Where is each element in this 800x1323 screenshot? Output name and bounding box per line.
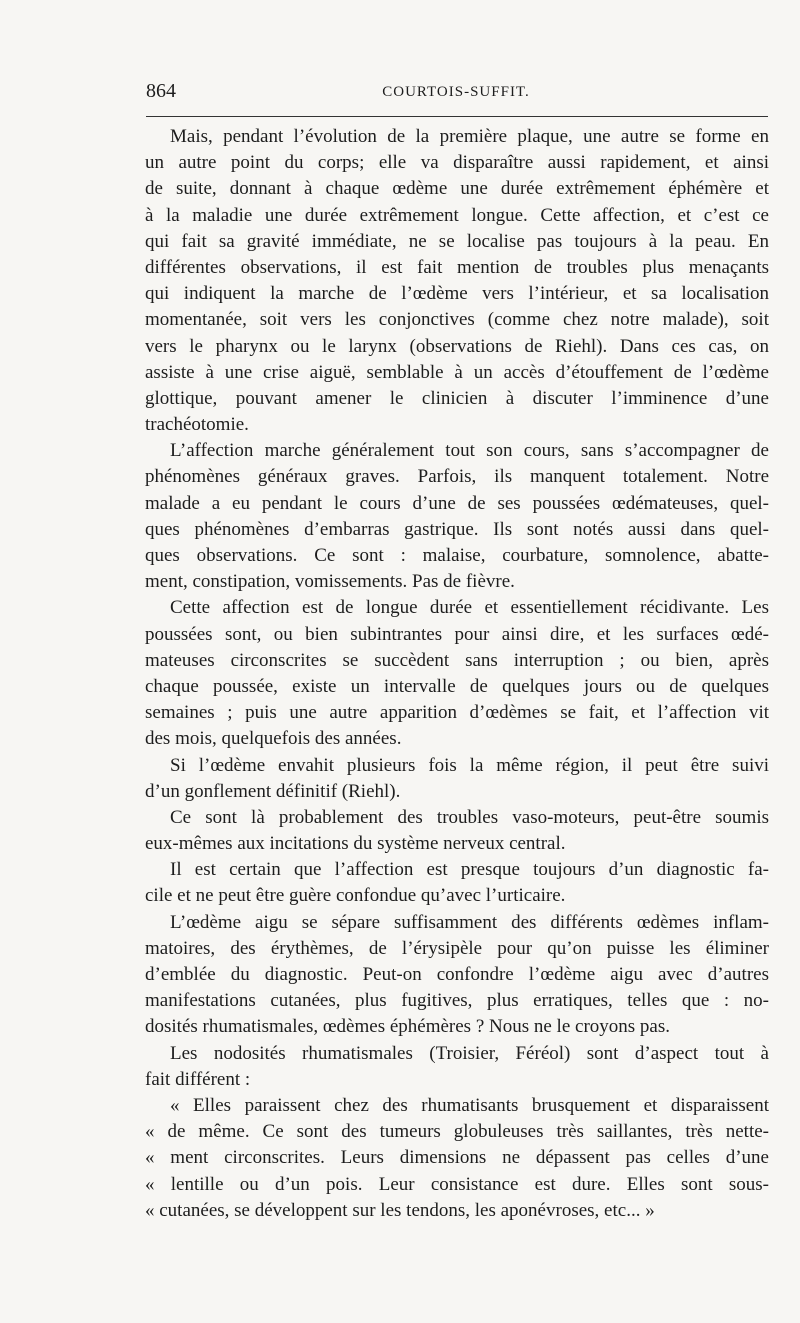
text-line: Cette affection est de longue durée et essentiellement récidivante. Les bbox=[170, 597, 769, 619]
text-line: Les nodosités rhumatismales (Troisier, Féréol) sont d’aspect tout à bbox=[170, 1042, 769, 1064]
text-line: poussées sont, ou bien subintrantes pour ainsi dire, et les surfaces œdé- bbox=[145, 623, 769, 645]
text-line: phénomènes généraux graves. Parfois, ils manquent totalement. Notre bbox=[145, 466, 769, 488]
text-line: Si l’œdème envahit plusieurs fois la même région, il peut être suivi bbox=[170, 754, 769, 776]
running-title: COURTOIS-SUFFIT. bbox=[382, 84, 530, 100]
text-line: Il est certain que l’affection est presque toujours d’un diagnostic fa- bbox=[170, 859, 769, 881]
text-line: ques observations. Ce sont : malaise, courbature, somnolence, abatte- bbox=[145, 545, 769, 566]
text-line: fait différent : bbox=[145, 1068, 251, 1090]
text-line: de suite, donnant à chaque œdème une durée extrêmement éphémère et bbox=[145, 178, 769, 200]
text-line: L’affection marche généralement tout son cours, sans s’accompagner de bbox=[170, 440, 769, 462]
text-line: chaque poussée, existe un intervalle de quelques jours ou de quelques bbox=[145, 675, 769, 697]
text-line: d’un gonflement définitif (Riehl). bbox=[145, 780, 401, 802]
text-line: eux-mêmes aux incitations du système nerveux central. bbox=[145, 833, 566, 855]
page-header bbox=[146, 80, 766, 104]
text-line: qui fait sa gravité immédiate, ne se localise pas toujours à la peau. En bbox=[145, 230, 769, 252]
body-text bbox=[145, 124, 769, 1224]
text-line: qui indiquent la marche de l’œdème vers l’intérieur, et sa localisation bbox=[145, 283, 769, 305]
text-line: d’emblée du diagnostic. Peut-on confondre l’œdème aigu avec d’autres bbox=[145, 964, 769, 985]
text-line: « ment circonscrites. Leurs dimensions ne dépassent pas celles d’une bbox=[145, 1147, 769, 1169]
text-line: « de même. Ce sont des tumeurs globuleuses très saillantes, très nette- bbox=[145, 1121, 769, 1143]
text-line: ques phénomènes d’embarras gastrique. Ils sont notés aussi dans quel- bbox=[145, 518, 769, 540]
text-line: vers le pharynx ou le larynx (observations de Riehl). Dans ces cas, on bbox=[145, 335, 769, 357]
text-line: Mais, pendant l’évolution de la première plaque, une autre se forme en bbox=[170, 126, 769, 147]
text-line: « Elles paraissent chez des rhumatisants brusquement et disparaissent bbox=[170, 1094, 769, 1116]
header-rule bbox=[146, 116, 768, 117]
text-line: assiste à une crise aiguë, semblable à un accès d’étouffement de l’œdème bbox=[145, 361, 769, 383]
text-line: dosités rhumatismales, œdèmes éphémères ? Nous ne le croyons pas. bbox=[145, 1016, 671, 1038]
text-line: un autre point du corps; elle va disparaître aussi rapidement, et ainsi bbox=[145, 152, 769, 174]
text-line: glottique, pouvant amener le clinicien à discuter l’imminence d’une bbox=[145, 387, 769, 409]
text-line: à la maladie une durée extrêmement longue. Cette affection, et c’est ce bbox=[145, 204, 769, 226]
text-line: « lentille ou d’un pois. Leur consistance est dure. Elles sont sous- bbox=[145, 1173, 769, 1195]
text-line: trachéotomie. bbox=[145, 414, 249, 436]
text-line: cile et ne peut être guère confondue qu’avec l’urticaire. bbox=[145, 885, 566, 907]
page-number: 864 bbox=[146, 80, 176, 102]
text-line: malade a eu pendant le cours d’une de ses poussées œdémateuses, quel- bbox=[145, 492, 769, 514]
text-line: des mois, quelquefois des années. bbox=[145, 728, 402, 750]
text-line: ment, constipation, vomissements. Pas de fièvre. bbox=[145, 571, 515, 593]
text-line: semaines ; puis une autre apparition d’œdèmes se fait, et l’affection vit bbox=[145, 702, 769, 724]
text-line: Ce sont là probablement des troubles vaso-moteurs, peut-être soumis bbox=[170, 806, 769, 828]
text-line: momentanée, soit vers les conjonctives (comme chez notre malade), soit bbox=[145, 309, 769, 331]
text-line: L’œdème aigu se sépare suffisamment des différents œdèmes inflam- bbox=[170, 911, 769, 933]
text-line: mateuses circonscrites se succèdent sans interruption ; ou bien, après bbox=[145, 649, 769, 671]
text-line: matoires, des érythèmes, de l’érysipèle pour qu’on puisse les éliminer bbox=[145, 937, 769, 959]
text-line: « cutanées, se développent sur les tendons, les aponévroses, etc... » bbox=[145, 1199, 655, 1221]
text-line: manifestations cutanées, plus fugitives, plus erratiques, telles que : no- bbox=[145, 990, 769, 1012]
text-line: différentes observations, il est fait mention de troubles plus menaçants bbox=[145, 256, 769, 278]
